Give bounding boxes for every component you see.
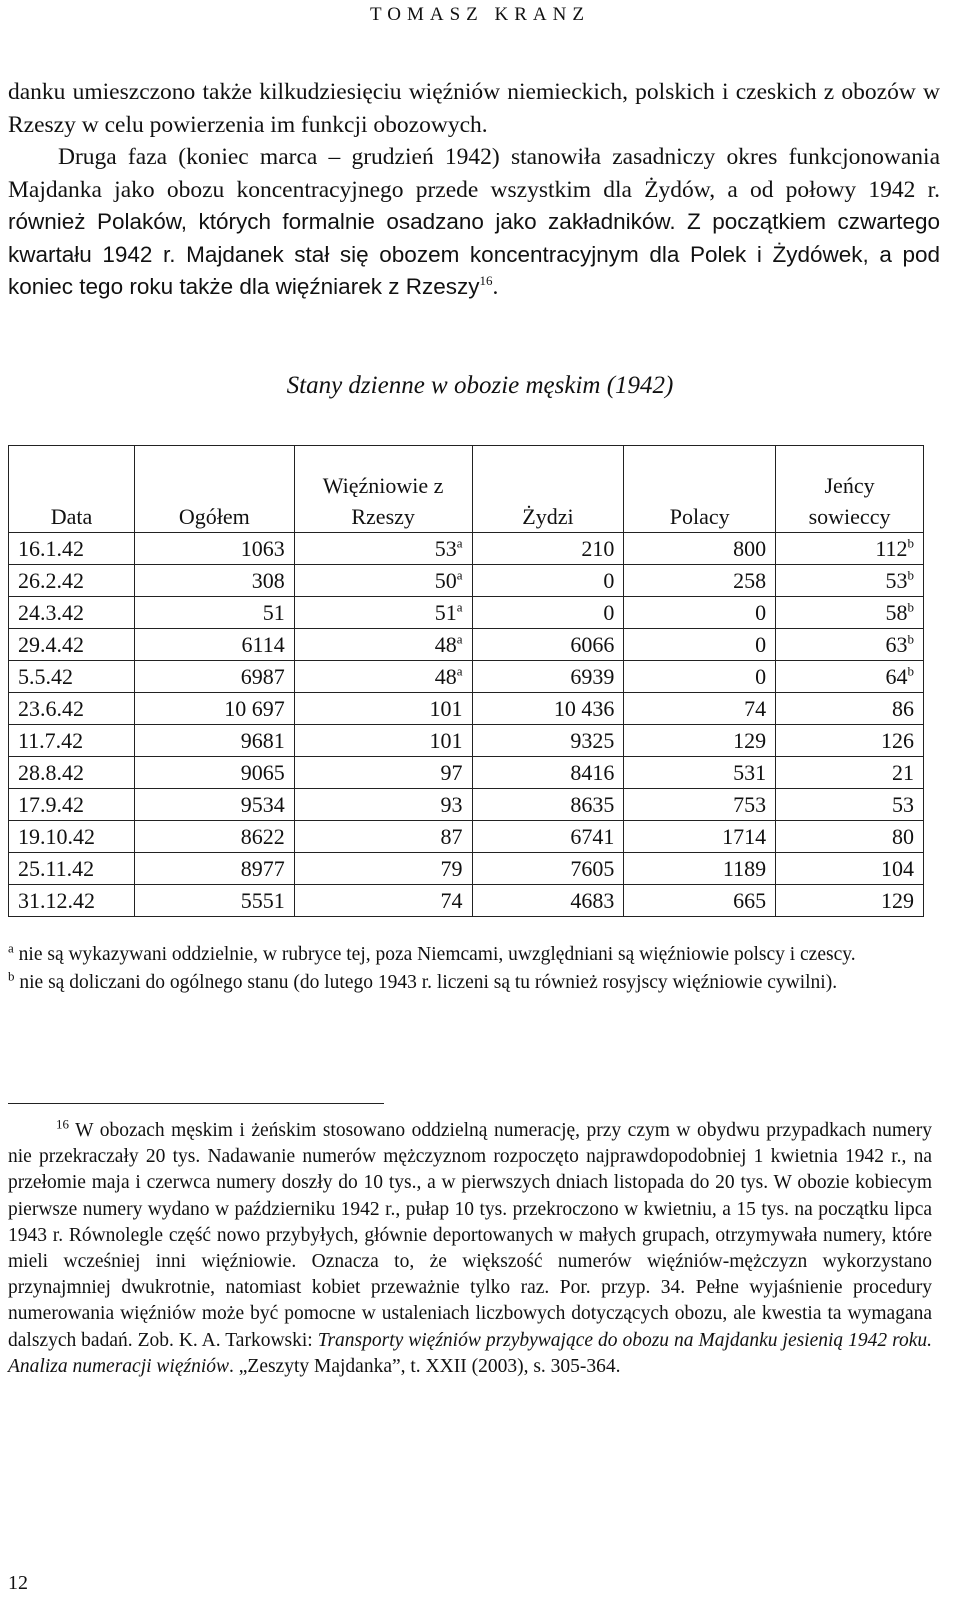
table-cell-date: [9, 533, 135, 565]
table-cell-total: [134, 757, 294, 789]
table-cell-reich: [294, 725, 472, 757]
cell-value: 21: [892, 759, 914, 785]
footnote-number: 16: [56, 1116, 69, 1132]
cell-value: 26.2.42: [18, 567, 84, 593]
table-cell-pows: [776, 725, 924, 757]
cell-value: 112: [875, 535, 908, 561]
table-cell-total: [134, 661, 294, 693]
cell-value: 0: [755, 599, 767, 625]
table-cell-jews: [472, 821, 624, 853]
table-cell-date: [9, 629, 135, 661]
cell-value: 79: [440, 855, 463, 881]
table-cell-pows: [776, 885, 924, 917]
table-caption: Stany dzienne w obozie męskim (1942): [286, 372, 674, 399]
column-header: Polacy: [624, 446, 776, 533]
table-cell-pows: [776, 693, 924, 725]
table-cell-reich: [294, 597, 472, 629]
cell-value: 51: [434, 599, 457, 625]
table-note-b: [8, 969, 940, 997]
cell-value: 80: [892, 823, 914, 849]
cell-value: 23.6.42: [18, 695, 84, 721]
table-cell-poles: [624, 725, 776, 757]
cell-value: 101: [429, 727, 463, 753]
table-cell-jews: [472, 693, 624, 725]
cell-value: 29.4.42: [18, 631, 84, 657]
cell-value: 129: [733, 727, 767, 753]
table-cell-jews: [472, 757, 624, 789]
note-mark: a: [8, 940, 14, 956]
cell-value: 17.9.42: [18, 791, 84, 817]
table-cell-poles: [624, 821, 776, 853]
running-header: TOMASZ KRANZ: [370, 4, 590, 25]
footnote-16: [8, 1118, 932, 1380]
note-mark: b: [8, 968, 15, 984]
cell-note-mark: b: [907, 535, 914, 551]
table-cell-poles: [624, 565, 776, 597]
cell-value: 800: [733, 535, 767, 561]
cell-value: 1189: [722, 855, 767, 881]
table-cell-total: [134, 885, 294, 917]
cell-value: 16.1.42: [18, 535, 84, 561]
cell-value: 11.7.42: [18, 727, 84, 753]
cell-note-mark: b: [907, 599, 914, 615]
cell-value: 104: [881, 855, 914, 881]
cell-value: 6939: [570, 663, 615, 689]
table-cell-date: [9, 565, 135, 597]
table-cell-poles: [624, 597, 776, 629]
cell-value: 74: [744, 695, 767, 721]
table-cell-reich: [294, 885, 472, 917]
table-header-row: [9, 446, 924, 533]
table-cell-date: [9, 853, 135, 885]
table-row: [9, 597, 924, 629]
cell-value: 24.3.42: [18, 599, 84, 625]
table-cell-total: [134, 789, 294, 821]
table-cell-pows: [776, 533, 924, 565]
cell-value: 4683: [570, 887, 615, 913]
table-cell-pows: [776, 565, 924, 597]
cell-value: 48: [434, 631, 457, 657]
table-cell-total: [134, 629, 294, 661]
table-cell-poles: [624, 885, 776, 917]
cell-value: 64: [885, 663, 908, 689]
cell-value: 0: [755, 663, 767, 689]
cell-value: 10 436: [553, 695, 615, 721]
footnote-cited-title: Transporty więźniów przybywające do obozu na Majdanku jesienią 1942 roku. Analiza numeracji więźniów: [8, 1329, 933, 1377]
table-cell-pows: [776, 853, 924, 885]
table-cell-reich: [294, 789, 472, 821]
table-cell-total: [134, 853, 294, 885]
table-row: [9, 853, 924, 885]
cell-value: 50: [434, 567, 457, 593]
cell-value: 53: [434, 535, 457, 561]
cell-note-mark: b: [907, 663, 914, 679]
table-cell-total: [134, 597, 294, 629]
table-cell-pows: [776, 629, 924, 661]
table-cell-date: [9, 757, 135, 789]
table-cell-reich: [294, 693, 472, 725]
cell-value: 5551: [240, 887, 285, 913]
cell-value: 9681: [240, 727, 285, 753]
cell-value: 6987: [240, 663, 285, 689]
paragraph: danku umieszczono także kilkudziesięciu więźniów niemieckich, polskich i czeskich z obozów w Rzeszy w celu powierzenia im funkcji obozowych.: [8, 79, 940, 138]
cell-value: 93: [440, 791, 463, 817]
table-row: [9, 661, 924, 693]
body-text: [8, 76, 940, 304]
table-cell-pows: [776, 789, 924, 821]
table-cell-jews: [472, 885, 624, 917]
cell-value: 129: [881, 887, 914, 913]
table-cell-total: [134, 533, 294, 565]
footnote-text: W obozach męskim i żeńskim stosowano oddzielną numerację, przy czym w obydwu przypadkach numery nie przekraczały 20 tys. Nadawanie numerów mężczyznom rozpoczęto najprawdopodobniej 1 kwietnia 1942 r., na przełomie maja i czerwca numery doszły do 10 tys., a w pierwszych dniach listopada do 20 tys. W obozie kobiecym pierwsze numery wydano w październiku 1942 r., pułap 10 tys. przekroczono w kwietniu, a 15 tys. na początku lipca 1943 r. Równolegle część nowo przybyłych, głównie deportowanych w małych grupach, otrzymywała numery, które mieli wcześniej inni więźniowie. Oznacza to, że większość numerów więźniów-mężczyzn wykorzystano przynajmniej dwukrotnie, natomiast kobiet przeważnie tylko raz. Por. przyp. 34. Pełne wyjaśnienie procedury numerowania więźniów może być pomocne w ustaleniach liczbowych dotyczących obozu, ale kwestia ta wymagana dalszych badań. Zob. K. A. Tarkowski:: [8, 1120, 932, 1351]
table-cell-poles: [624, 661, 776, 693]
table-cell-poles: [624, 789, 776, 821]
table-cell-poles: [624, 533, 776, 565]
footnote-divider: [8, 1103, 384, 1104]
cell-value: 7605: [570, 855, 615, 881]
paragraph-part: również Polaków, których formalnie osadzano jako zakładników. Z początkiem czwartego kwartału 1942 r. Majdanek stał się obozem koncentracyjnym dla Polek i Żydówek, a pod koniec tego roku także dla więźniarek z Rzeszy: [8, 209, 940, 299]
table-cell-jews: [472, 853, 624, 885]
cell-value: 6741: [570, 823, 615, 849]
column-header: Żydzi: [472, 446, 624, 533]
table-cell-pows: [776, 757, 924, 789]
table-cell-jews: [472, 565, 624, 597]
column-header: Jeńcy sowieccy: [776, 446, 924, 533]
table-row: [9, 885, 924, 917]
table-cell-jews: [472, 661, 624, 693]
cell-value: 58: [885, 599, 908, 625]
table-cell-reich: [294, 853, 472, 885]
cell-note-mark: b: [907, 567, 914, 583]
table-row: [9, 757, 924, 789]
note-text: nie są doliczani do ogólnego stanu (do lutego 1943 r. liczeni są tu również rosyjscy więźniowie cywilni).: [14, 972, 838, 993]
table-cell-poles: [624, 757, 776, 789]
cell-value: 31.12.42: [18, 887, 95, 913]
cell-value: 87: [440, 823, 463, 849]
table-cell-date: [9, 693, 135, 725]
table-cell-reich: [294, 565, 472, 597]
table-cell-date: [9, 597, 135, 629]
table-cell-poles: [624, 693, 776, 725]
table-cell-jews: [472, 629, 624, 661]
table-cell-date: [9, 821, 135, 853]
cell-value: 531: [733, 759, 767, 785]
cell-value: 1063: [240, 535, 285, 561]
footnote-tail: . „Zeszyty Majdanka”, t. XXII (2003), s. 305-364.: [229, 1355, 621, 1377]
cell-value: 210: [581, 535, 615, 561]
cell-value: 74: [440, 887, 463, 913]
table-row: [9, 565, 924, 597]
cell-value: 8635: [570, 791, 615, 817]
table-notes: [8, 941, 940, 997]
cell-note-mark: a: [456, 599, 463, 615]
cell-value: 8622: [240, 823, 285, 849]
column-header: Ogółem: [134, 446, 294, 533]
cell-value: 28.8.42: [18, 759, 84, 785]
cell-value: 126: [881, 727, 914, 753]
cell-value: 63: [885, 631, 908, 657]
paragraph: [8, 141, 940, 304]
table-cell-date: [9, 725, 135, 757]
cell-value: 5.5.42: [18, 663, 73, 689]
column-header: Więźniowie z Rzeszy: [294, 446, 472, 533]
table-body: [9, 533, 924, 917]
cell-value: 8416: [570, 759, 615, 785]
table-cell-jews: [472, 597, 624, 629]
table-cell-pows: [776, 661, 924, 693]
cell-value: 1714: [722, 823, 767, 849]
table-cell-reich: [294, 821, 472, 853]
cell-value: 10 697: [224, 695, 285, 721]
table-cell-date: [9, 885, 135, 917]
table-row: [9, 821, 924, 853]
table-cell-date: [9, 661, 135, 693]
paragraph-end: .: [492, 274, 499, 300]
cell-value: 51: [262, 599, 285, 625]
cell-value: 258: [733, 567, 767, 593]
cell-value: 19.10.42: [18, 823, 95, 849]
cell-value: 308: [251, 567, 285, 593]
table-row: [9, 725, 924, 757]
table-cell-pows: [776, 597, 924, 629]
cell-value: 25.11.42: [18, 855, 95, 881]
cell-value: 101: [429, 695, 463, 721]
table-row: [9, 629, 924, 661]
table-cell-poles: [624, 629, 776, 661]
note-text: nie są wykazywani oddzielnie, w rubryce tej, poza Niemcami, uwzględniani są więźniowie polscy i czescy.: [13, 944, 856, 965]
cell-value: 9325: [570, 727, 615, 753]
table-row: [9, 789, 924, 821]
table-cell-total: [134, 565, 294, 597]
table-cell-pows: [776, 821, 924, 853]
cell-value: 9534: [240, 791, 285, 817]
table-row: [9, 693, 924, 725]
cell-value: 6114: [241, 631, 285, 657]
table-cell-jews: [472, 789, 624, 821]
footnote-paragraph: [8, 1118, 932, 1380]
column-header: Data: [9, 446, 135, 533]
table-cell-total: [134, 725, 294, 757]
cell-note-mark: a: [456, 631, 463, 647]
cell-value: 53: [892, 791, 914, 817]
cell-value: 0: [755, 631, 767, 657]
cell-value: 9065: [240, 759, 285, 785]
table-row: [9, 533, 924, 565]
cell-value: 48: [434, 663, 457, 689]
table-cell-date: [9, 789, 135, 821]
table-cell-poles: [624, 853, 776, 885]
page-number: 12: [8, 1572, 28, 1594]
table-cell-jews: [472, 533, 624, 565]
table-note-a: [8, 941, 940, 969]
table-cell-reich: [294, 757, 472, 789]
cell-value: 0: [603, 567, 615, 593]
cell-note-mark: a: [456, 535, 463, 551]
table-cell-total: [134, 693, 294, 725]
prisoner-count-table: [8, 445, 924, 917]
cell-note-mark: a: [456, 567, 463, 583]
table-cell-jews: [472, 725, 624, 757]
table-cell-reich: [294, 629, 472, 661]
table-cell-total: [134, 821, 294, 853]
cell-value: 53: [885, 567, 908, 593]
cell-note-mark: b: [907, 631, 914, 647]
cell-value: 753: [733, 791, 767, 817]
cell-value: 97: [440, 759, 463, 785]
cell-value: 0: [603, 599, 615, 625]
table-cell-reich: [294, 533, 472, 565]
table-cell-reich: [294, 661, 472, 693]
paragraph-part: Druga faza (koniec marca – grudzień 1942) stanowiła zasadniczy okres funkcjonowania Majdanka jako obozu koncentracyjnego przede wszystkim dla Żydów, a od połowy 1942 r.: [8, 144, 940, 203]
cell-note-mark: a: [456, 663, 463, 679]
footnote-reference[interactable]: 16: [479, 273, 493, 289]
cell-value: 8977: [240, 855, 285, 881]
cell-value: 665: [733, 887, 767, 913]
cell-value: 6066: [570, 631, 615, 657]
cell-value: 86: [892, 695, 914, 721]
